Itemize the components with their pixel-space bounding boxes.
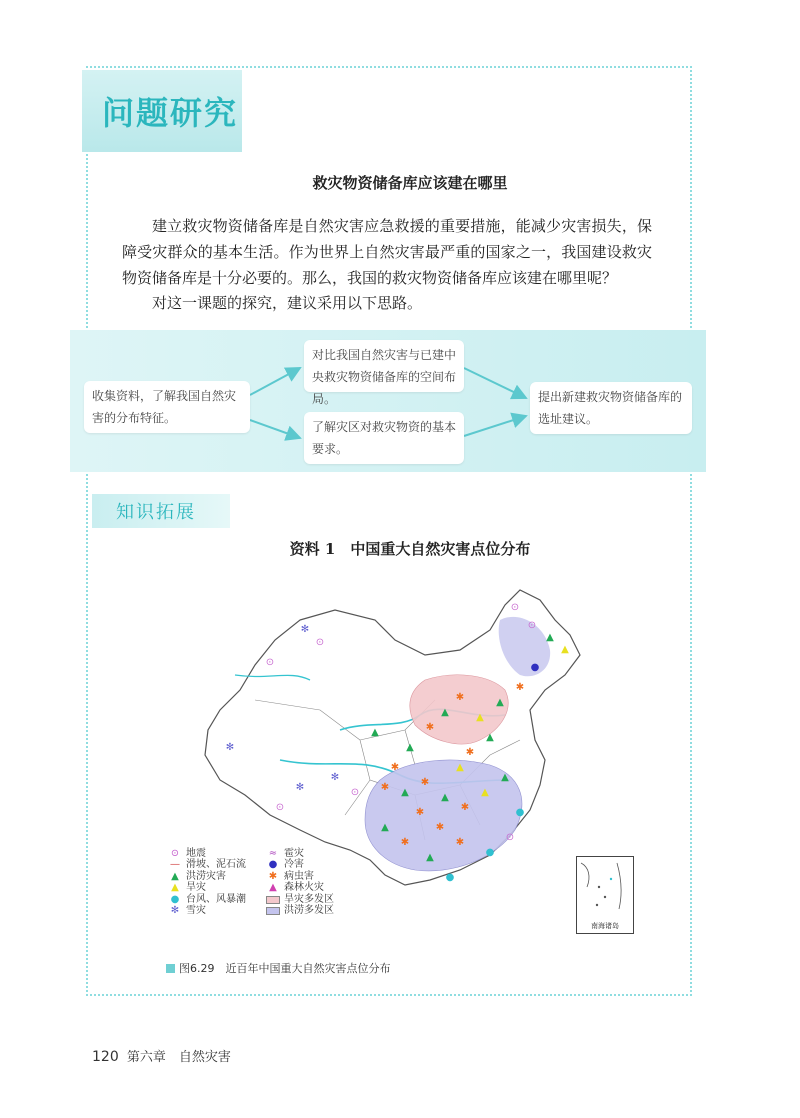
arrow-3-to-4: [464, 416, 526, 436]
legend-label: 雪灾: [186, 904, 206, 916]
legend-symbol-icon: —: [170, 859, 180, 871]
legend-item: [168, 871, 268, 882]
knowledge-tab-label: 知识拓展: [116, 502, 196, 523]
legend-swatch: [266, 907, 280, 915]
legend-item: [266, 905, 366, 916]
svg-text:▲: ▲: [371, 727, 379, 738]
legend-symbol-icon: ●: [268, 859, 278, 871]
flood-zone: [365, 760, 522, 871]
legend-symbol-icon: ✻: [170, 904, 180, 916]
article-title: 救灾物资储备库应该建在哪里: [312, 174, 508, 192]
svg-text:✱: ✱: [420, 777, 430, 788]
legend-swatch: [266, 896, 280, 904]
legend-label: 森林火灾: [284, 882, 324, 894]
svg-text:▲: ▲: [406, 742, 414, 753]
legend-symbol-icon: ▲: [269, 882, 277, 894]
caption-marker: [166, 964, 175, 973]
svg-text:▲: ▲: [441, 707, 449, 718]
legend-item: [168, 882, 268, 893]
svg-text:●: ●: [485, 847, 495, 858]
svg-text:▲: ▲: [426, 852, 434, 863]
legend-column-2: [266, 848, 366, 916]
svg-text:✱: ✱: [425, 722, 435, 733]
arrow-1-to-3: [250, 420, 300, 438]
svg-text:✱: ✱: [400, 837, 410, 848]
arrow-1-to-2: [250, 368, 300, 395]
svg-text:▲: ▲: [501, 772, 509, 783]
svg-text:✻: ✻: [295, 782, 305, 793]
flow-step-compare: 对比我国自然灾害与已建中央救灾物资储备库的空间布局。: [304, 340, 464, 392]
svg-text:▲: ▲: [381, 822, 389, 833]
knowledge-tab: [92, 494, 230, 528]
legend-column-1: [168, 848, 268, 916]
figure-caption-text: 图6.29 近百年中国重大自然灾害点位分布: [179, 962, 391, 975]
svg-text:⊙: ⊙: [505, 832, 515, 843]
material-title: 资料 1 中国重大自然灾害点位分布: [289, 540, 531, 558]
svg-text:⊙: ⊙: [265, 657, 275, 668]
legend-symbol-icon: ⊙: [170, 848, 180, 859]
south-china-sea-inset: [576, 856, 634, 934]
svg-text:✱: ✱: [515, 682, 525, 693]
svg-text:▲: ▲: [441, 792, 449, 803]
svg-text:⊙: ⊙: [350, 787, 360, 798]
legend-label: 病虫害: [284, 870, 314, 882]
legend-label: 台风、风暴潮: [186, 893, 246, 905]
svg-text:▲: ▲: [496, 697, 504, 708]
svg-text:▲: ▲: [546, 632, 554, 643]
paragraph-approach: 对这一课题的探究，建议采用以下思路。: [152, 294, 423, 312]
flow-step-collect: 收集资料，了解我国自然灾害的分布特征。: [84, 381, 250, 433]
flow-step-suggest: 提出新建救灾物资储备库的选址建议。: [530, 382, 692, 434]
legend-label: 旱灾: [186, 882, 206, 894]
svg-text:▲: ▲: [476, 712, 484, 723]
legend-label: 雹灾: [284, 848, 304, 859]
legend-symbol-icon: ≈: [268, 848, 278, 859]
arrow-2-to-4: [464, 368, 526, 398]
svg-text:✱: ✱: [435, 822, 445, 833]
svg-text:✱: ✱: [455, 692, 465, 703]
legend-label: 地震: [186, 848, 206, 859]
legend-item: [168, 859, 268, 870]
legend-label: 滑坡、泥石流: [186, 859, 246, 871]
svg-text:✱: ✱: [415, 807, 425, 818]
legend-label: 洪涝灾害: [186, 870, 226, 882]
svg-text:✱: ✱: [390, 762, 400, 773]
legend-item: [168, 894, 268, 905]
chapter-name: 第六章 自然灾害: [126, 1050, 231, 1065]
svg-text:⊙: ⊙: [527, 620, 537, 631]
svg-text:✱: ✱: [465, 747, 475, 758]
svg-text:●: ●: [445, 872, 455, 883]
page-number: 120: [92, 1049, 119, 1065]
section-title: 问题研究: [102, 94, 239, 132]
svg-text:⊙: ⊙: [510, 602, 520, 613]
svg-text:▲: ▲: [481, 787, 489, 798]
svg-text:●: ●: [515, 807, 525, 818]
legend-symbol-icon: ✱: [268, 870, 278, 882]
svg-text:✻: ✻: [225, 742, 235, 753]
legend-label: 冷害: [284, 859, 304, 871]
svg-text:▲: ▲: [456, 762, 464, 773]
svg-text:✱: ✱: [380, 782, 390, 793]
svg-text:▲: ▲: [561, 644, 569, 655]
flow-step-requirements: 了解灾区对救灾物资的基本要求。: [304, 412, 464, 464]
legend-item: [266, 859, 366, 870]
svg-text:✻: ✻: [330, 772, 340, 783]
svg-text:⊙: ⊙: [275, 802, 285, 813]
legend-item: [266, 871, 366, 882]
svg-text:✻: ✻: [300, 624, 310, 635]
paragraph-intro: 建立救灾物资储备库是自然灾害应急救援的重要措施，能减少灾害损失，保障受灾群众的基本生活。作为世界上自然灾害最严重的国家之一，我国建设救灾物资储备库是十分必要的。那么，我国的救灾物资储备库应该建在哪里呢？: [122, 217, 652, 287]
legend-symbol-icon: ▲: [171, 882, 179, 894]
inset-label: 南海诸岛: [591, 922, 619, 930]
legend-label: 洪涝多发区: [284, 904, 334, 916]
legend-item: [168, 905, 268, 916]
legend-symbol-icon: ▲: [171, 870, 179, 882]
legend-label: 旱灾多发区: [284, 893, 334, 905]
svg-text:⊙: ⊙: [315, 637, 325, 648]
legend-item: [168, 848, 268, 859]
figure-caption: [166, 960, 391, 976]
page-footer: [92, 1046, 231, 1065]
svg-text:✱: ✱: [460, 802, 470, 813]
legend-item: [266, 882, 366, 893]
legend-item: [266, 894, 366, 905]
legend-symbol-icon: ●: [170, 893, 180, 905]
svg-text:▲: ▲: [486, 732, 494, 743]
legend-item: [266, 848, 366, 859]
svg-text:✱: ✱: [455, 837, 465, 848]
svg-text:▲: ▲: [401, 787, 409, 798]
svg-text:●: ●: [530, 662, 540, 673]
